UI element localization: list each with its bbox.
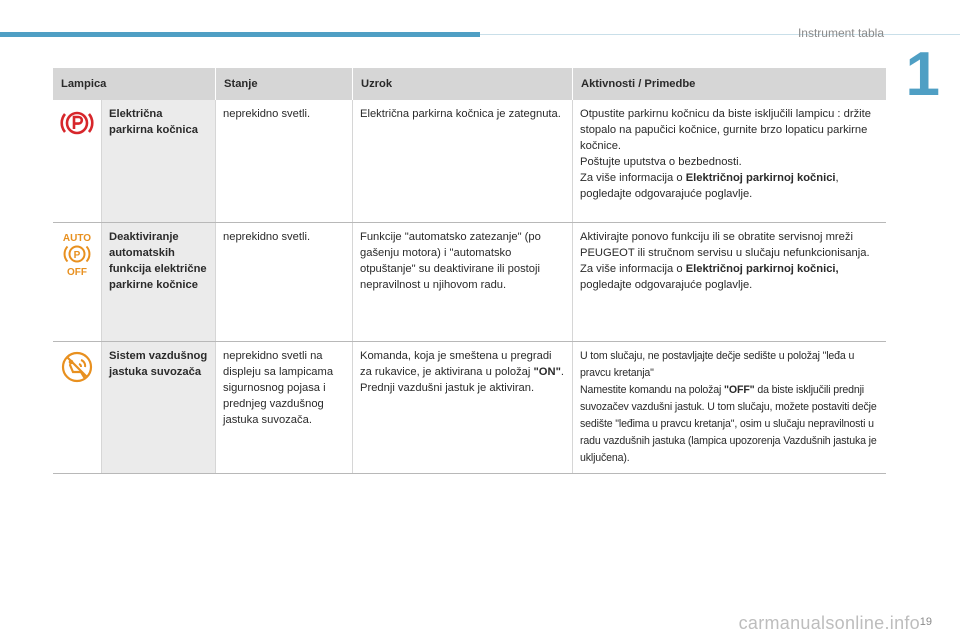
action-text: Namestite komandu na položaj "OFF" da biste isključili prednji suvozačev vazdušni jastuk. U tom slučaju, možete postaviti dečje sedište "leđima u pravcu kretanja", osim u slučaju nepravilnosti u radu vazdušnih jastuka (lampica upozorenja Vazdušnih jastuka je uključena). bbox=[580, 384, 877, 464]
table-row bbox=[53, 342, 886, 474]
cause-text: Prednji vazdušni jastuk je aktiviran. bbox=[360, 382, 535, 394]
lamp-action bbox=[573, 223, 887, 342]
action-text: Aktivirajte ponovo funkciju ili se obratite servisnoj mreži PEUGEOT ili stručnom servisu u slučaju nefunkcionisanja. bbox=[580, 231, 870, 259]
action-text: U tom slučaju, ne postavljajte dečje sedište u položaj "leđa u pravcu kretanja" bbox=[580, 350, 855, 379]
passenger-airbag-off-icon bbox=[59, 350, 95, 384]
column-header-cause: Uzrok bbox=[353, 68, 573, 100]
action-text: Otpustite parkirnu kočnicu da biste isključili lampicu : držite stopalo na papučici kočnice, gurnite brzo lopaticu parkirne kočnice. bbox=[580, 108, 871, 152]
lamp-name: Sistem vazdušnog jastuka suvozača bbox=[102, 342, 216, 474]
section-title: Instrument tabla bbox=[797, 26, 884, 40]
svg-text:OFF: OFF bbox=[67, 267, 87, 277]
lamp-state: neprekidno svetli na displeju sa lampicama sigurnosnog pojasa i prednjeg vazdušnog jastuka suvozača. bbox=[216, 342, 353, 474]
svg-text:AUTO: AUTO bbox=[62, 233, 92, 244]
action-text: pogledajte odgovarajuće poglavlje. bbox=[580, 279, 753, 291]
lamp-cause: Funkcije "automatsko zatezanje" (po gašenju motora) i "automatsko otpuštanje" su deaktivirane ili postoji nepravilnost u njihovom radu. bbox=[353, 223, 573, 342]
column-header-lamp: Lampica bbox=[53, 68, 216, 100]
parking-brake-icon bbox=[59, 108, 95, 138]
action-text: Za više informacija o Električnoj parkirnoj kočnici, bbox=[580, 172, 839, 184]
lamp-state: neprekidno svetli. bbox=[216, 100, 353, 223]
lamp-icon-cell bbox=[53, 342, 102, 474]
lamp-cause: Električna parkirna kočnica je zategnuta. bbox=[353, 100, 573, 223]
lamp-action bbox=[573, 100, 887, 223]
page-number: 19 bbox=[919, 616, 932, 628]
lamp-name: Električna parkirna kočnica bbox=[102, 100, 216, 223]
watermark: carmanualsonline.info bbox=[738, 613, 920, 633]
table-row bbox=[53, 100, 886, 223]
auto-park-off-icon bbox=[59, 231, 95, 277]
header-thin-line bbox=[480, 34, 960, 35]
lamp-icon-cell bbox=[53, 100, 102, 223]
lamp-state: neprekidno svetli. bbox=[216, 223, 353, 342]
svg-text:P: P bbox=[73, 250, 81, 261]
lamp-name: Deaktiviranje automatskih funkcija električne parkirne kočnice bbox=[102, 223, 216, 342]
lamp-action bbox=[573, 342, 887, 474]
action-text: Poštujte uputstva o bezbednosti. bbox=[580, 156, 742, 168]
table-header-row bbox=[53, 68, 886, 100]
lamp-icon-cell bbox=[53, 223, 102, 342]
column-header-state: Stanje bbox=[216, 68, 353, 100]
table-row bbox=[53, 223, 886, 342]
chapter-number: 1 bbox=[905, 40, 940, 109]
header-accent-bar bbox=[0, 32, 480, 37]
warning-lamps-table bbox=[53, 68, 886, 474]
action-text: Za više informacija o Električnoj parkirnoj kočnici, bbox=[580, 263, 839, 275]
action-text: pogledajte odgovarajuće poglavlje. bbox=[580, 188, 753, 200]
lamp-cause bbox=[353, 342, 573, 474]
column-header-action: Aktivnosti / Primedbe bbox=[573, 68, 887, 100]
cause-text: Komanda, koja je smeštena u pregradi za rukavice, je aktivirana u položaj "ON". bbox=[360, 350, 564, 378]
